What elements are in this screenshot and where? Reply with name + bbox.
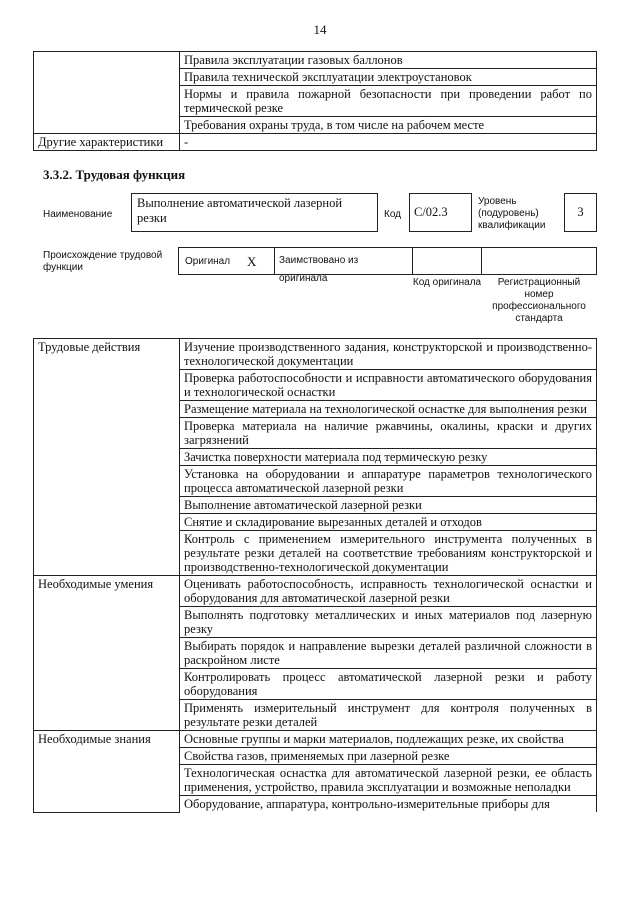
empty-label-cell	[34, 52, 180, 134]
table-cell: Контролировать процесс автоматической лазерной резки и работу оборудования	[180, 669, 597, 700]
table-cell: Проверка материала на наличие ржавчины, окалины, краски и других загрязнений	[180, 418, 597, 449]
registration-number-caption: Регистрационный номер профессионального стандарта	[492, 277, 586, 324]
table-cell: Выполнение автоматической лазерной резки	[180, 497, 597, 514]
table-cell: Технологическая оснастка для автоматической лазерной резки, ее область применения, устройство, правила эксплуатации и возможные неполадки	[180, 765, 597, 796]
table-cell: Нормы и правила пожарной безопасности при проведении работ по термической резке	[180, 86, 597, 117]
function-name-box	[131, 193, 378, 232]
original-cell	[178, 247, 275, 275]
table-cell: Требования охраны труда, в том числе на рабочем месте	[180, 117, 597, 134]
code-value: С/02.3	[414, 205, 448, 219]
table-cell: Проверка работоспособности и исправности автоматического оборудования и технологической оснастки	[180, 370, 597, 401]
borrowed-cell	[274, 247, 413, 284]
code-label: Код	[384, 209, 402, 220]
table-cell: Изучение производственного задания, конструкторской и производственно-технологической документации	[180, 339, 597, 370]
registration-number-cell	[481, 247, 597, 275]
borrowed-label: Заимствовано из оригинала	[279, 255, 359, 284]
required-skills-label: Необходимые умения	[34, 576, 180, 731]
table-cell: Выбирать порядок и направление вырезки деталей различной сложности в раскройном листе	[180, 638, 597, 669]
main-table	[33, 338, 597, 813]
original-label: Оригинал	[185, 256, 231, 267]
table-cell: Размещение материала на технологической оснастке для выполнения резки	[180, 401, 597, 418]
level-box	[564, 193, 597, 232]
original-mark: X	[247, 254, 257, 269]
level-value: 3	[577, 205, 584, 219]
function-name-value: Выполнение автоматической лазерной резки	[137, 196, 343, 225]
table-cell: Применять измерительный инструмент для контроля полученных в результате резки деталей	[180, 700, 597, 731]
table-cell: Оценивать работоспособность, исправность технологической оснастки и оборудования для автоматической лазерной резки	[180, 576, 597, 607]
table-row	[34, 731, 597, 748]
qualification-level-label: Уровень (подуровень) квалификации	[478, 196, 546, 231]
table-cell: Контроль с применением измерительного инструмента полученных в результате резки деталей на соответствие требованиям конструкторской и производственно-технологической документации	[180, 531, 597, 576]
table-cell: Выполнять подготовку металлических и иных материалов под лазерную резку	[180, 607, 597, 638]
table-cell: Снятие и складирование вырезанных деталей и отходов	[180, 514, 597, 531]
table-cell: Правила технической эксплуатации электроустановок	[180, 69, 597, 86]
labor-actions-label: Трудовые действия	[34, 339, 180, 576]
table-row	[34, 52, 597, 69]
table-cell: Основные группы и марки материалов, подлежащих резке, их свойства	[180, 731, 597, 748]
table-cell: Свойства газов, применяемых при лазерной резке	[180, 748, 597, 765]
original-code-caption: Код оригинала	[412, 277, 482, 288]
required-knowledge-label: Необходимые знания	[34, 731, 180, 813]
table-row	[34, 339, 597, 370]
table-cell: Оборудование, аппаратура, контрольно-измерительные приборы для	[180, 796, 597, 813]
table-row	[34, 576, 597, 607]
original-code-cell	[412, 247, 482, 275]
other-characteristics-label: Другие характеристики	[34, 134, 180, 151]
name-label: Наименование	[43, 209, 113, 220]
code-box	[409, 193, 472, 232]
table-cell: Зачистка поверхности материала под термическую резку	[180, 449, 597, 466]
table-cell: Установка на оборудовании и аппаратуре параметров технологического процесса автоматической лазерной резки	[180, 466, 597, 497]
section-heading: 3.3.2. Трудовая функция	[43, 167, 186, 182]
top-table	[33, 51, 597, 151]
page-number: 14	[313, 22, 327, 37]
table-row	[34, 134, 597, 151]
table-cell: Правила эксплуатации газовых баллонов	[180, 52, 597, 69]
origin-label: Происхождение трудовой функции	[43, 250, 163, 273]
other-characteristics-value: -	[180, 134, 597, 151]
